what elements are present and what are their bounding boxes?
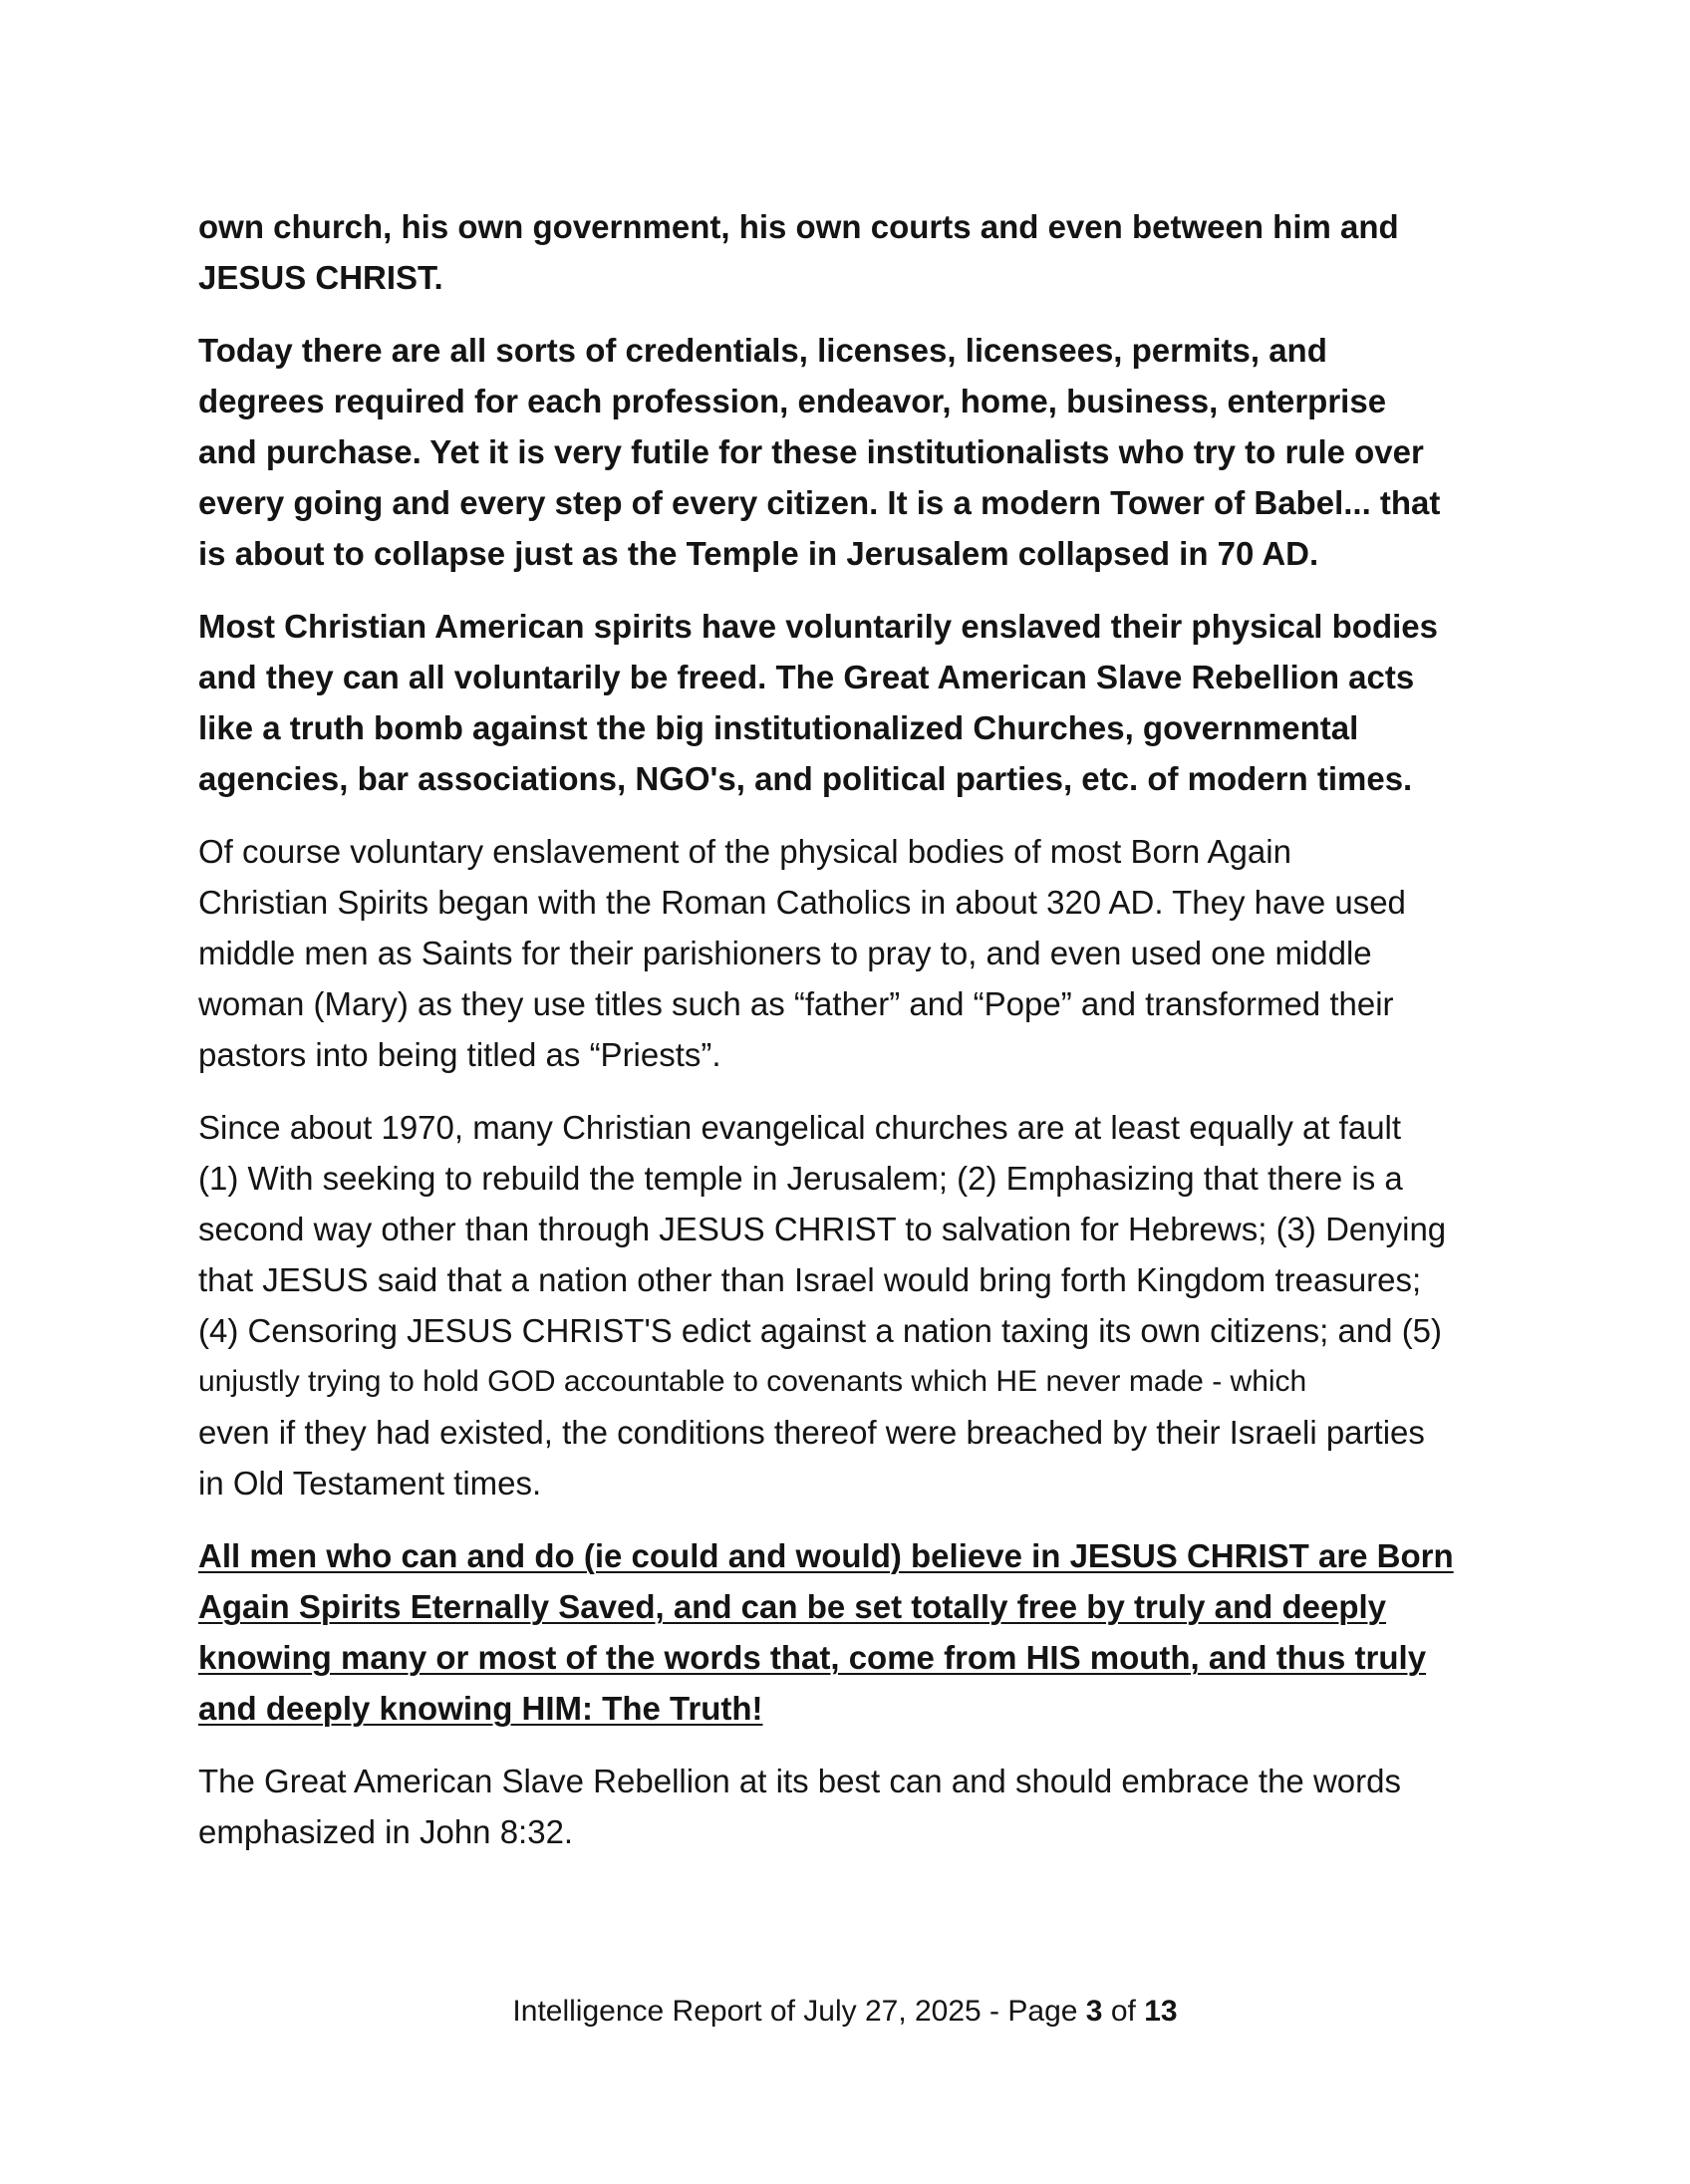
text-line: degrees required for each profession, endeavor, home, business, enterprise — [198, 383, 1387, 419]
paragraph-john-8-32 — [198, 1756, 1504, 1857]
paragraph-church-government — [198, 201, 1504, 303]
text-line: that JESUS said that a nation other than Israel would bring forth Kingdom treasures; — [198, 1261, 1422, 1298]
text-line: emphasized in John 8:32. — [198, 1813, 574, 1850]
text-line: (1) With seeking to rebuild the temple in Jerusalem; (2) Emphasizing that there is a — [198, 1160, 1403, 1197]
text-line: Of course voluntary enslavement of the physical bodies of most Born Again — [198, 833, 1291, 870]
text-line: is about to collapse just as the Temple in Jerusalem collapsed in 70 AD. — [198, 535, 1319, 572]
text-line: pastors into being titled as “Priests”. — [198, 1036, 721, 1073]
text-line: second way other than through JESUS CHRIST to salvation for Hebrews; (3) Denying — [198, 1211, 1447, 1247]
paragraph-evangelical-churches — [198, 1102, 1504, 1508]
text-line: in Old Testament times. — [198, 1465, 542, 1502]
text-line: All men who can and do (ie could and would) believe in JESUS CHRIST are Born — [198, 1537, 1454, 1574]
text-line: Today there are all sorts of credentials, licenses, licensees, permits, and — [198, 332, 1327, 369]
footer-total-pages: 13 — [1144, 1995, 1178, 2028]
text-line: woman (Mary) as they use titles such as “father” and “Pope” and transformed their — [198, 985, 1394, 1022]
paragraph-roman-catholics — [198, 826, 1504, 1080]
text-line: Since about 1970, many Christian evangelical churches are at least equally at fault — [198, 1109, 1402, 1146]
footer-page-number: 3 — [1085, 1995, 1103, 2028]
document-page — [198, 201, 1504, 1879]
page-footer — [0, 1992, 1690, 2032]
text-line: agencies, bar associations, NGO's, and political parties, etc. of modern times. — [198, 760, 1413, 797]
text-line: Again Spirits Eternally Saved, and can be set totally free by truly and deeply — [198, 1588, 1387, 1625]
text-line: own church, his own government, his own courts and even between him and — [198, 208, 1399, 245]
text-line: The Great American Slave Rebellion at its best can and should embrace the words — [198, 1763, 1401, 1799]
text-line: unjustly trying to hold GOD accountable to covenants which HE never made - which — [198, 1365, 1307, 1398]
text-line: like a truth bomb against the big institutionalized Churches, governmental — [198, 709, 1359, 746]
paragraph-voluntary-enslavement — [198, 601, 1504, 804]
text-line: (4) Censoring JESUS CHRIST'S edict against a nation taxing its own citizens; and (5) — [198, 1312, 1443, 1349]
paragraph-born-again-spirits — [198, 1530, 1504, 1734]
text-line: and deeply knowing HIM: The Truth! — [198, 1690, 763, 1727]
footer-of-word: of — [1102, 1995, 1145, 2028]
text-line: every going and every step of every citizen. It is a modern Tower of Babel... that — [198, 484, 1441, 521]
text-line: middle men as Saints for their parishioners to pray to, and even used one middle — [198, 935, 1372, 971]
text-line: and purchase. Yet it is very futile for these institutionalists who try to rule over — [198, 433, 1424, 470]
text-line: even if they had existed, the conditions thereof were breached by their Israeli parties — [198, 1414, 1425, 1451]
text-line: and they can all voluntarily be freed. The Great American Slave Rebellion acts — [198, 659, 1415, 695]
text-line: knowing many or most of the words that, come from HIS mouth, and thus truly — [198, 1639, 1427, 1676]
paragraph-credentials — [198, 325, 1504, 579]
text-line: Most Christian American spirits have voluntarily enslaved their physical bodies — [198, 608, 1438, 645]
text-line: Christian Spirits began with the Roman Catholics in about 320 AD. They have used — [198, 884, 1406, 921]
footer-report-label: Intelligence Report of July 27, 2025 - Page — [512, 1995, 1086, 2028]
text-line: JESUS CHRIST. — [198, 259, 443, 296]
